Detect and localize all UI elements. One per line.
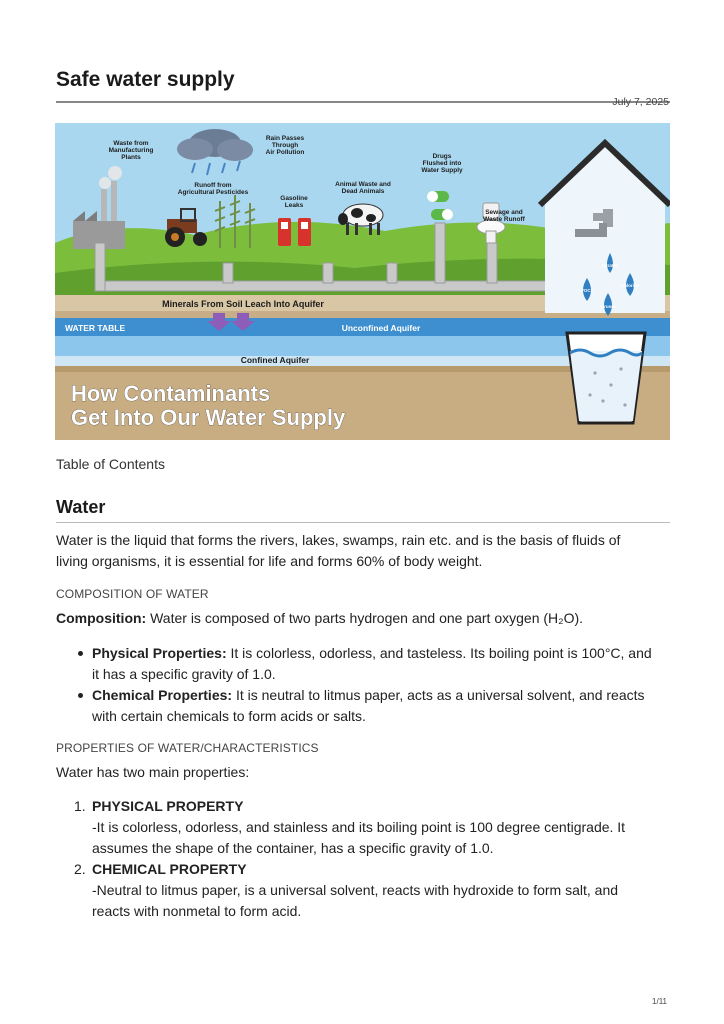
list-item	[74, 859, 657, 922]
label-water-table: WATER TABLE	[65, 323, 126, 333]
list-number: 2.	[74, 861, 86, 877]
property-title: CHEMICAL PROPERTY	[92, 861, 247, 877]
bullet-dot	[78, 651, 83, 656]
headline-line-2: Get Into Our Water Supply	[71, 405, 346, 430]
list-number: 1.	[74, 798, 86, 814]
label-confined: Confined Aquifer	[240, 355, 310, 365]
composition-caption: COMPOSITION OF WATER	[56, 587, 209, 601]
label-vocs: VOCs	[580, 288, 594, 293]
intro-paragraph: Water is the liquid that forms the rivers, lakes, swamps, rain etc. and is the basis of fluids of living organisms, it is essential for life and forms 60% of body weight.	[56, 532, 621, 569]
list-item	[74, 796, 657, 859]
title-divider	[56, 101, 670, 103]
composition-paragraph	[56, 608, 656, 629]
label-waste: Waste from Manufacturing Plants	[108, 140, 154, 161]
hero-infographic	[55, 123, 670, 440]
bullet-text: It is neutral to litmus paper, acts as a universal solvent, and reacts with certain chemicals to form acids or salts.	[92, 687, 645, 724]
label-gasoline: Gasoline Leaks	[280, 195, 308, 209]
properties-caption: PROPERTIES OF WATER/CHARACTERISTICS	[56, 741, 319, 755]
section-heading: Water	[56, 497, 106, 517]
composition-label: Composition:	[56, 610, 147, 626]
label-rain: Rain Passes Through Air Pollution	[265, 135, 305, 156]
composition-text: Water is composed of two parts hydrogen and one part oxygen (H₂O).	[146, 610, 584, 626]
label-sewage: Sewage and Waste Runoff	[483, 209, 525, 223]
publish-date: July 7, 2025	[612, 96, 669, 108]
properties-intro: Water has two main properties:	[56, 764, 250, 780]
label-runoff: Runoff from Agricultural Pesticides	[177, 182, 249, 196]
label-minerals: Minerals From Soil Leach Into Aquifer	[162, 299, 324, 309]
list-item	[92, 643, 657, 685]
water-glass-icon	[567, 333, 645, 423]
headline-line-1: How Contaminants	[71, 381, 271, 406]
page-title: Safe water supply	[56, 68, 235, 91]
bullet-label: Physical Properties:	[92, 645, 227, 661]
label-viruses: Viruses	[599, 304, 617, 309]
property-text: -Neutral to litmus paper, is a universal solvent, reacts with hydroxide to form salt, and reacts with nonmetal to form acid.	[92, 882, 619, 919]
page-number: 1/11	[652, 997, 667, 1006]
label-nitrates: Nitrates	[601, 263, 619, 268]
label-animal: Animal Waste and Dead Animals	[335, 181, 391, 195]
label-unconfined: Unconfined Aquifer	[341, 323, 421, 333]
table-of-contents-toggle[interactable]: Table of Contents	[56, 456, 165, 472]
bullet-text: It is colorless, odorless, and tasteless. Its boiling point is 100°C, and it has a specific gravity of 1.0.	[92, 645, 652, 682]
list-item	[92, 685, 657, 727]
bullet-dot	[78, 693, 83, 698]
bullet-label: Chemical Properties:	[92, 687, 233, 703]
label-drugs: Drugs Flushed into Water Supply	[421, 153, 463, 174]
section-divider	[56, 522, 670, 523]
property-text: -It is colorless, odorless, and stainless and its boiling point is 100 degree centigrade. It assumes the shape of the container, has a specific gravity of 1.0.	[92, 819, 626, 856]
property-title: PHYSICAL PROPERTY	[92, 798, 244, 814]
label-chlorine: Chlorine	[620, 283, 640, 288]
